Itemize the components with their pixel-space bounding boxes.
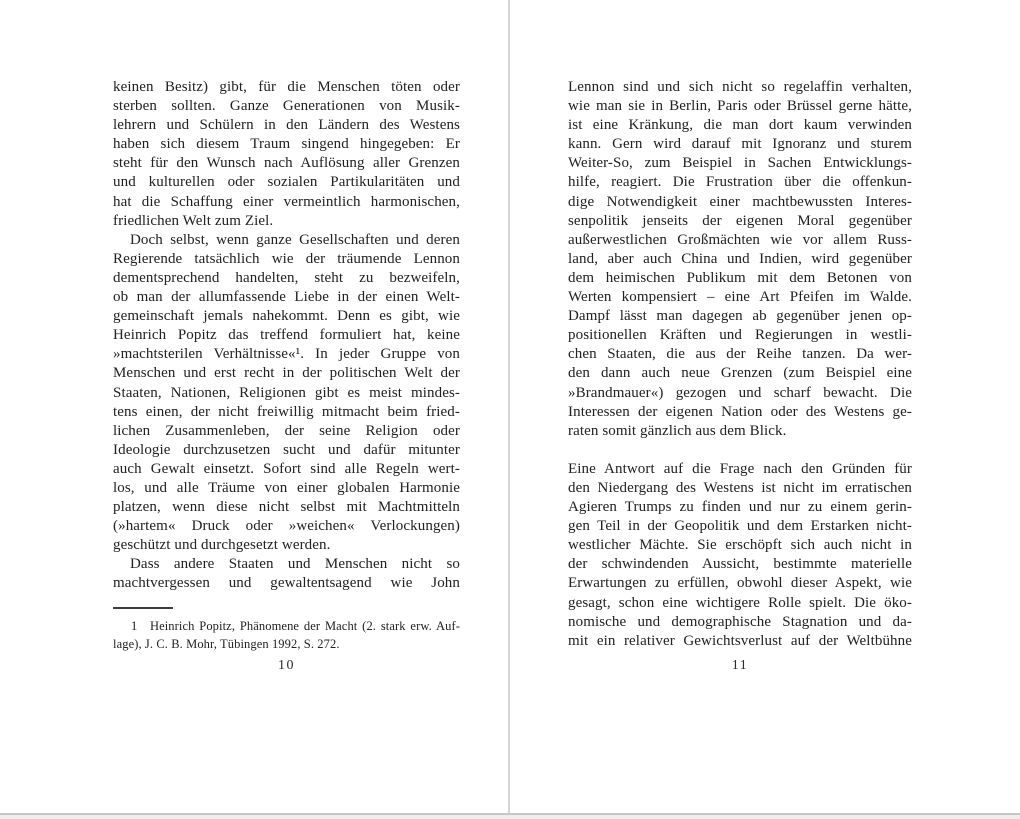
text-line: positionellen Kräften und Regierungen in westli- [568,327,912,344]
text-line: nomische und demographische Stagnation und da- [568,613,912,630]
footnote [113,607,460,653]
text-line: der schwindenden Aussicht, bestimmte materielle [568,556,912,573]
text-line: Staaten, Nationen, Religionen gibt es meist mindes- [113,384,460,401]
text-line: Dass andere Staaten und Menschen nicht so [130,556,460,573]
page-number-right: 11 [731,658,749,673]
text-line: gemeinschaft jemals nahekommt. Denn es gibt, wie [113,308,460,325]
text-line: Doch selbst, wenn ganze Gesellschaften und deren [130,231,460,248]
text-line: machtvergessen und gewaltentsagend wie John [113,575,460,592]
text-line: Werten kompensiert – eine Art Pfeifen im Walde. [568,289,912,306]
text-line: lichen Zusammenleben, der seine Religion oder [113,422,460,439]
text-line: steht für den Wunsch nach Auflösung aller Grenzen [113,155,460,172]
text-line: hat die Schaffung einer vermeintlich harmonischen, [113,193,460,210]
text-line: Regierende tatsächlich wie der träumende Lennon [113,250,460,267]
text-line: Heinrich Popitz das treffend formuliert hat, keine [113,327,460,344]
text-line: ob man der allumfassende Liebe in der einen Welt- [113,289,460,306]
text-line: lehrern und Schülern in den Ländern des Westens [113,117,460,134]
text-line: außerwestlichen Großmächten wie vor allem Russ- [568,231,912,248]
text-line: chen Staaten, die aus der Reihe tanzen. Da wer- [568,346,912,363]
text-line: »Brandmauer«) gezogen und scharf bewacht. Die [568,384,912,401]
text-line: Ideologie durchzusetzen sucht und dafür mitunter [113,441,460,458]
text-line: geschützt und durchgesetzt werden. [113,537,331,554]
text-line: dementsprechend handelten, steht zu bezweifeln, [113,269,460,286]
text-line: westlicher Mächte. Sie erschöpft sich auch nicht in [568,537,912,554]
text-line: Weiter-So, zum Beispiel in Sachen Entwicklungs- [568,155,912,172]
text-line: Dampf lässt man dagegen ab gegenüber jenen op- [568,308,912,325]
text-line: lage), J. C. B. Mohr, Tübingen 1992, S. 272. [113,637,340,651]
text-line: Erwartungen zu erfüllen, obwohl dieser Aspekt, wie [568,575,912,592]
text-line: den dann auch neue Grenzen (zum Beispiel eine [568,365,912,382]
text-line: den Niedergang des Westens ist nicht im erratischen [568,479,912,496]
page-gutter-divider [508,0,510,813]
page-left [113,78,460,778]
page-right [568,78,912,778]
footnote-rule [113,607,173,609]
text-line: Eine Antwort auf die Frage nach den Gründen für [568,460,912,477]
text-line: dem heimischen Publikum mit dem Betonen von [568,269,912,286]
page-left-text-block [113,78,460,594]
blank-line [568,441,912,460]
text-line: gesagt, schon eine wichtigere Rolle spielt. Die öko- [568,594,912,611]
text-line: und kulturellen oder sozialen Partikularitäten und [113,174,460,191]
text-line: Agieren Trumps zu finden und nur zu einem gerin- [568,499,912,516]
bottom-page-edge [0,813,1020,819]
text-line: hilfe, reagiert. Die Frustration über die offenkun- [568,174,912,191]
page-number-left: 10 [278,658,295,673]
text-line: Lennon sind und sich nicht so regelaffin verhalten, [568,79,912,95]
text-line: dige Notwendigkeit einer machtbewussten Interes- [568,193,912,210]
text-line: senpolitik jenseits der eigenen Moral gegenüber [568,212,912,229]
text-line: sterben sollten. Ganze Generationen von Musik- [113,98,460,115]
text-line: auch Gewalt einsetzt. Sofort sind alle Regeln wert- [113,460,460,477]
text-line: ist eine Kränkung, die man dort kaum verwinden [568,117,912,134]
text-line: platzen, wenn diese nicht selbst mit Machtmitteln [113,499,460,516]
text-line: mit ein relativer Gewichtsverlust auf der Weltbühne [568,632,912,649]
text-line: Interessen der eigenen Nation oder des Westens ge- [568,403,912,420]
text-line: land, aber auch China und Indien, wird gegenüber [568,250,912,267]
text-line: friedlichen Welt zum Ziel. [113,212,274,229]
text-line: wie man sie in Berlin, Paris oder Brüssel gerne hätte, [568,98,912,115]
text-line: los, und alle Träume von einer globalen Harmonie [113,479,460,496]
footnote-text [113,617,460,653]
text-line: gen Teil in der Geopolitik und dem Erstarken nicht- [568,518,912,535]
text-line: 1 Heinrich Popitz, Phänomene der Macht (2. stark erw. Auf- [131,619,460,633]
page-right-text-block [568,78,912,651]
text-line: (»hartem« Druck oder »weichen« Verlockungen) [113,518,460,535]
text-line: keinen Besitz) gibt, für die Menschen töten oder [113,79,460,95]
text-line: tens einen, der nicht freiwillig mitmacht beim fried- [113,403,460,420]
text-line: »machtsterilen Verhältnisse«¹. In jeder Gruppe von [113,346,460,363]
text-line: Menschen und erst recht in der politischen Welt der [113,365,460,382]
text-line: haben sich diesem Traum singend hingegeben: Er [113,136,460,153]
text-line: kann. Gern wird darauf mit Ignoranz und sturem [568,136,912,153]
text-line: raten somit gänzlich aus dem Blick. [568,422,787,439]
